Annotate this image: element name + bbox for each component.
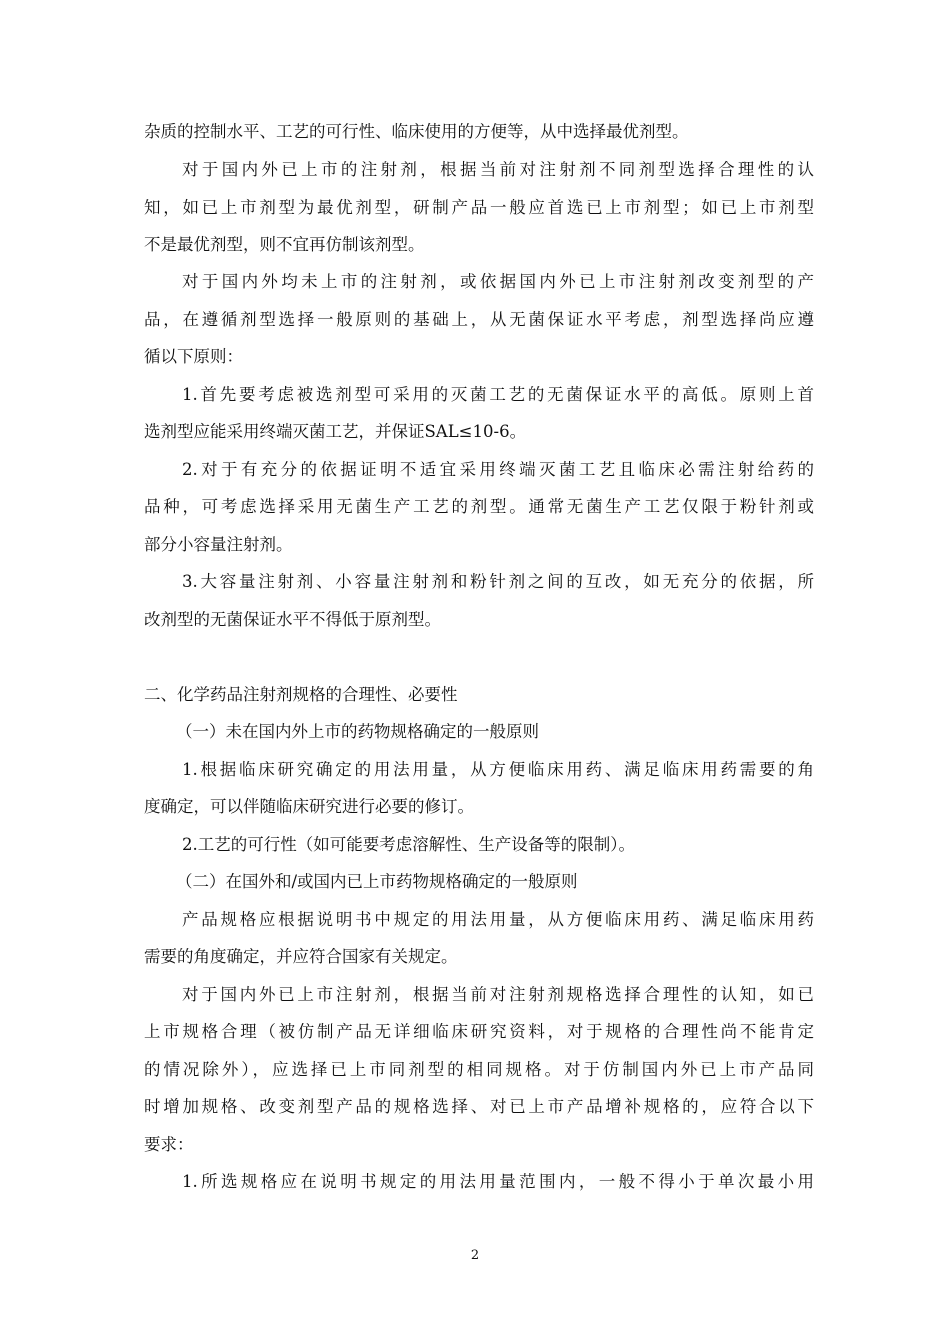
text-line: 产品规格应根据说明书中规定的用法用量，从方便临床用药、满足临床用药 xyxy=(182,910,814,929)
text-line: 不是最优剂型，则不宜再仿制该剂型。 xyxy=(144,235,425,254)
text-line: 1.根据临床研究确定的用法用量，从方便临床用药、满足临床用药需要的角 xyxy=(182,760,814,779)
text-line: 3.大容量注射剂、小容量注射剂和粉针剂之间的互改，如无充分的依据，所 xyxy=(182,572,814,591)
text-line: 度确定，可以伴随临床研究进行必要的修订。 xyxy=(144,797,474,816)
text-line: 的情况除外），应选择已上市同剂型的相同规格。对于仿制国内外已上市产品同 xyxy=(144,1060,814,1079)
text-line: 选剂型应能采用终端灭菌工艺，并保证SAL≤10-6。 xyxy=(144,422,527,441)
text-line: 杂质的控制水平、工艺的可行性、临床使用的方便等，从中选择最优剂型。 xyxy=(144,122,689,141)
text-line: 2.对于有充分的依据证明不适宜采用终端灭菌工艺且临床必需注射给药的 xyxy=(182,460,814,479)
text-line: 要求： xyxy=(144,1135,194,1154)
text-line: 改剂型的无菌保证水平不得低于原剂型。 xyxy=(144,610,441,629)
text-line: 对于国内外已上市注射剂，根据当前对注射剂规格选择合理性的认知，如已 xyxy=(182,985,814,1004)
text-line: 部分小容量注射剂。 xyxy=(144,535,293,554)
text-line: 对于国内外已上市的注射剂，根据当前对注射剂不同剂型选择合理性的认 xyxy=(182,160,814,179)
text-line: 品，在遵循剂型选择一般原则的基础上，从无菌保证水平考虑，剂型选择尚应遵 xyxy=(144,310,814,329)
text-line: 1.所选规格应在说明书规定的用法用量范围内，一般不得小于单次最小用 xyxy=(182,1172,814,1191)
text-line: 1.首先要考虑被选剂型可采用的灭菌工艺的无菌保证水平的高低。原则上首 xyxy=(182,385,814,404)
text-line: 品种，可考虑选择采用无菌生产工艺的剂型。通常无菌生产工艺仅限于粉针剂或 xyxy=(144,497,814,516)
subsection-heading: （一）未在国内外上市的药物规格确定的一般原则 xyxy=(176,722,539,741)
text-line: 需要的角度确定，并应符合国家有关规定。 xyxy=(144,947,458,966)
subsection-heading: （二）在国外和/或国内已上市药物规格确定的一般原则 xyxy=(176,872,578,891)
text-line: 循以下原则： xyxy=(144,347,243,366)
text-line: 时增加规格、改变剂型产品的规格选择、对已上市产品增补规格的，应符合以下 xyxy=(144,1097,814,1116)
section-heading: 二、化学药品注射剂规格的合理性、必要性 xyxy=(144,685,458,704)
text-line: 2.工艺的可行性（如可能要考虑溶解性、生产设备等的限制）。 xyxy=(182,835,635,854)
text-line: 上市规格合理（被仿制产品无详细临床研究资料，对于规格的合理性尚不能肯定 xyxy=(144,1022,814,1041)
page-number: 2 xyxy=(470,1248,480,1263)
text-line: 知，如已上市剂型为最优剂型，研制产品一般应首选已上市剂型；如已上市剂型 xyxy=(144,198,814,217)
text-line: 对于国内外均未上市的注射剂，或依据国内外已上市注射剂改变剂型的产 xyxy=(182,272,814,291)
